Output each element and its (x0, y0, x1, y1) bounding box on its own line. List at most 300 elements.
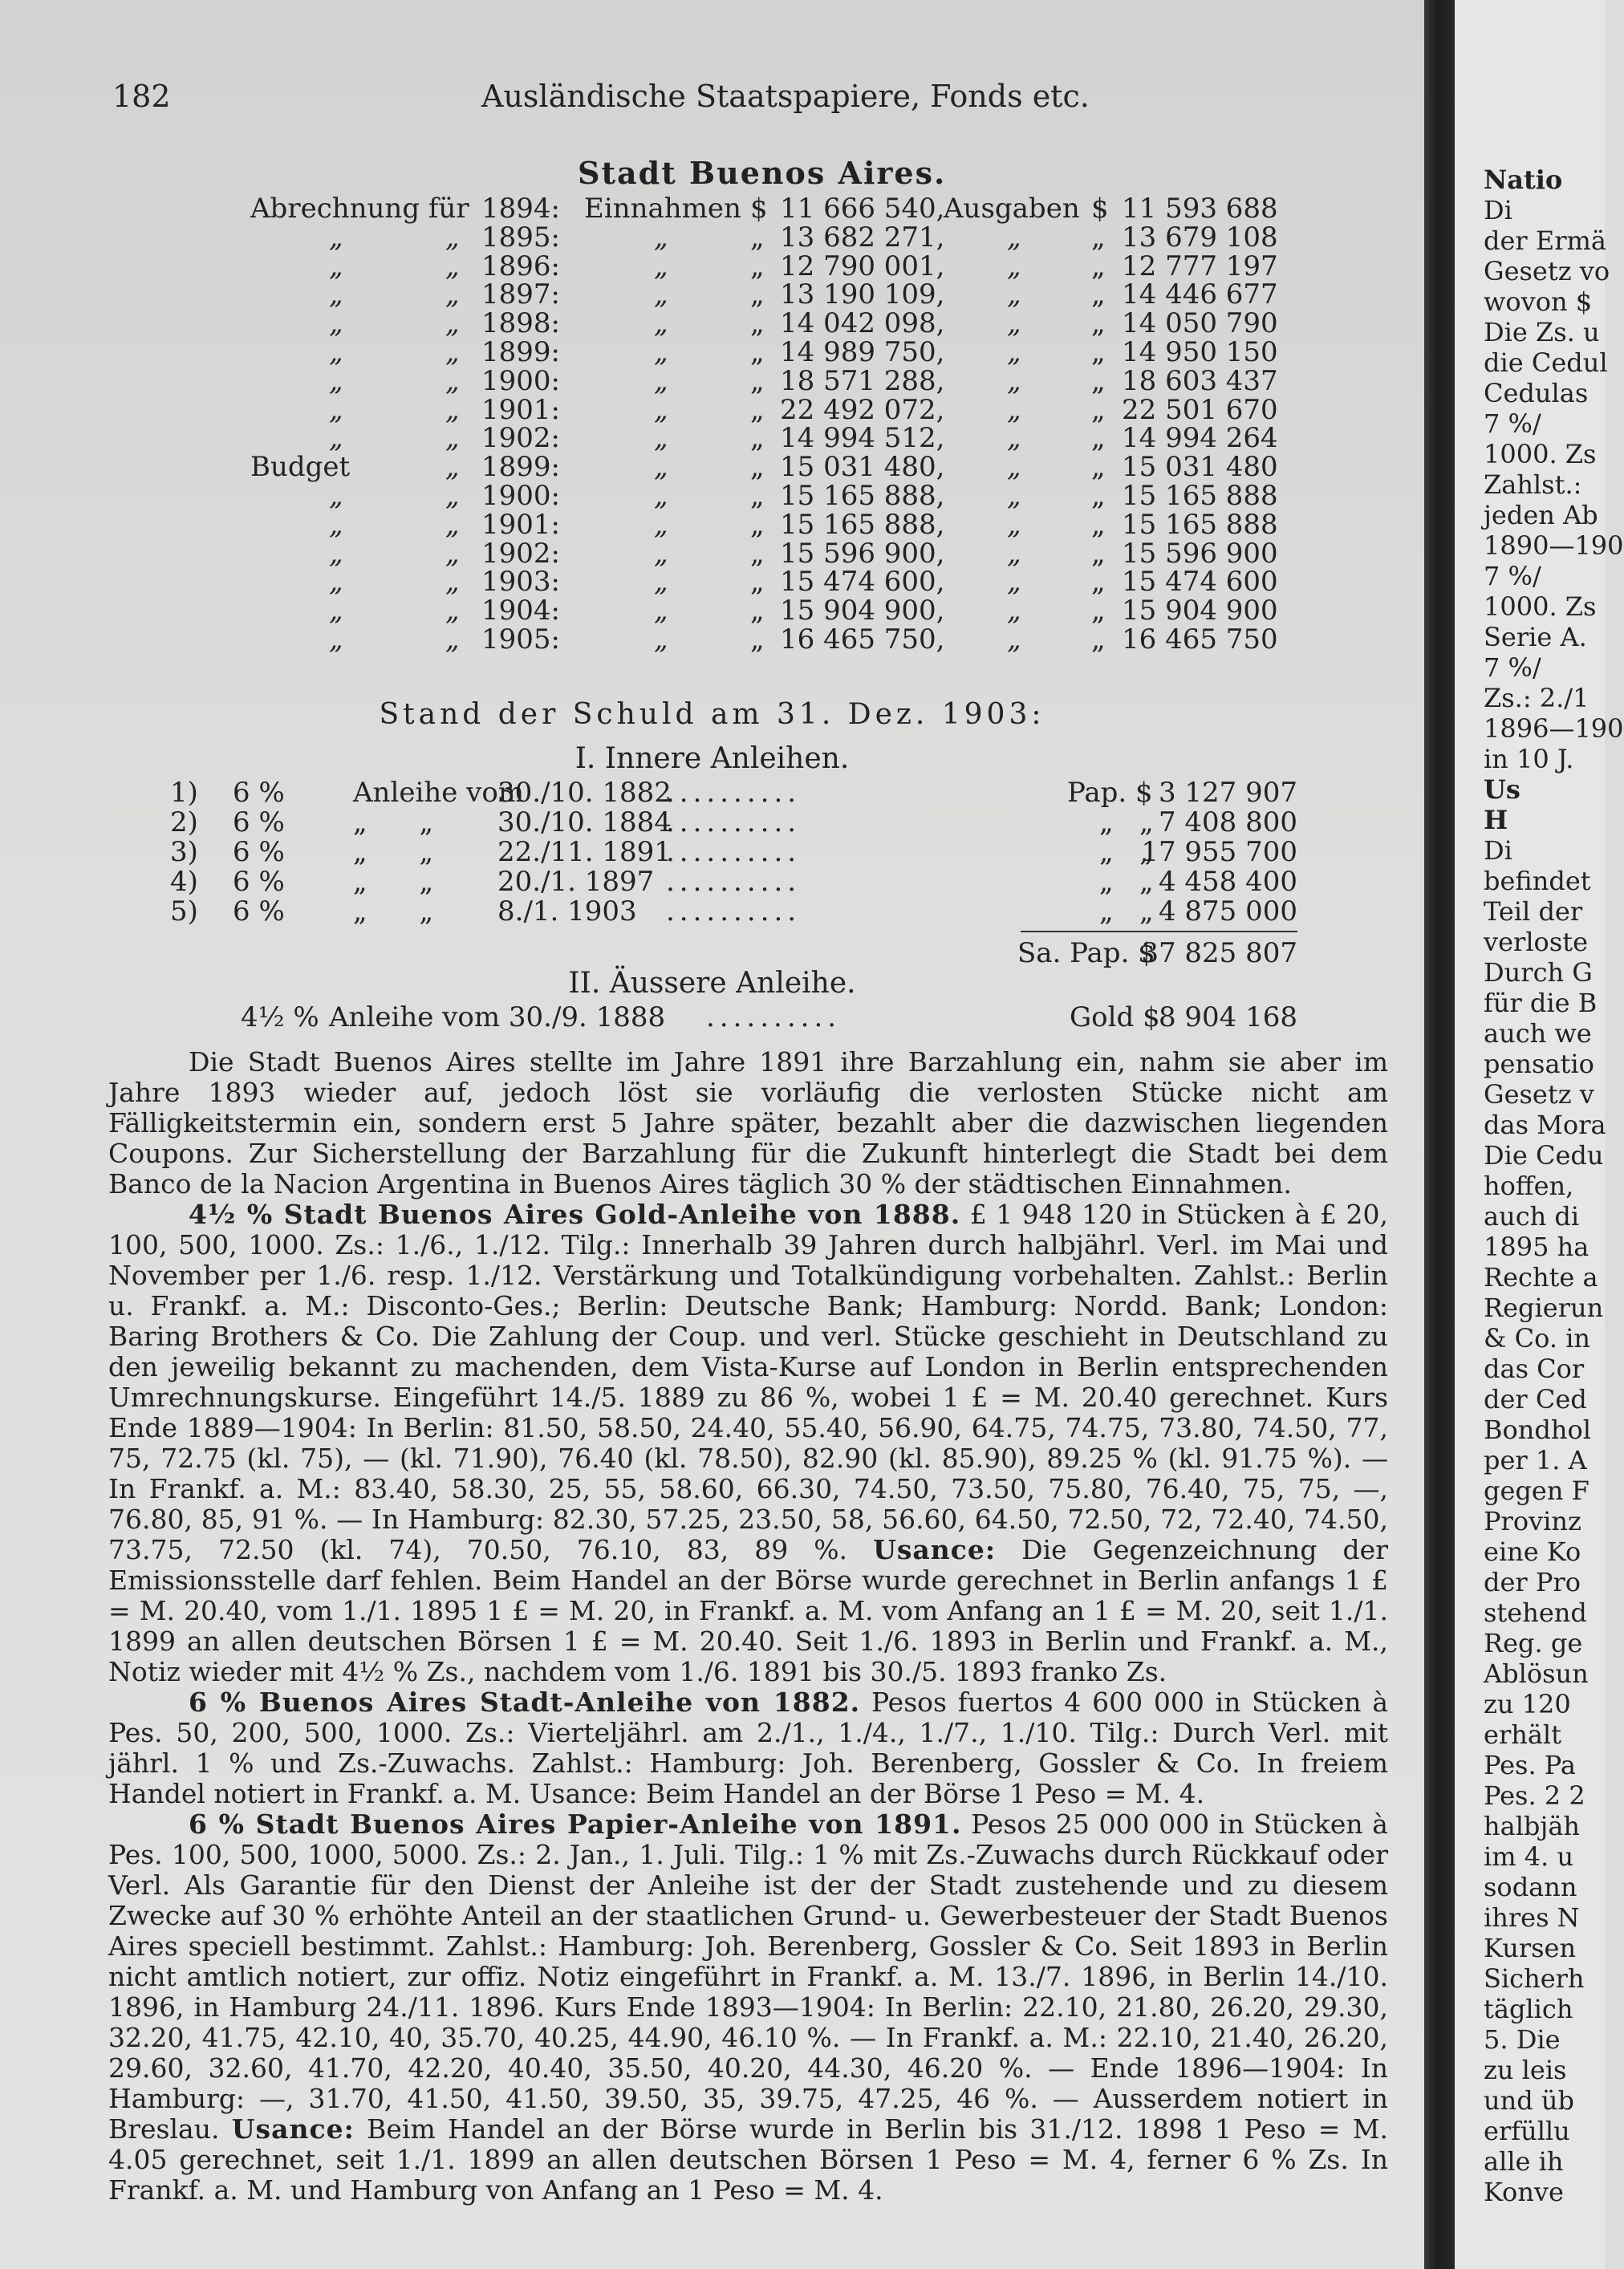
loan-currency: Pap. $ (1067, 777, 1153, 809)
einnahmen-value: 15 165 888, (780, 508, 945, 541)
paragraph-lead: 4½ % Stadt Buenos Aires Gold-Anleihe von 1888. (189, 1199, 961, 1230)
right-page-line: die Cedul (1484, 347, 1608, 378)
right-page-line: der Ermä (1484, 225, 1606, 256)
right-page-line: pensatio (1484, 1049, 1594, 1079)
right-page-line: und üb (1484, 2085, 1574, 2116)
account-row (0, 194, 1424, 223)
einnahmen-label: „ (654, 595, 668, 627)
sum-row (0, 937, 1424, 969)
currency-mark: „ (750, 451, 765, 484)
paragraph-text: £ 1 948 120 in Stücken à £ 20, 100, 500, 1000. Zs.: 1./6., 1./12. Tilg.: Innerhalb 39 Jahren durch halbjährl. Verl. im Mai und November per 1./6. resp. 1./12. Verstärkung und Totalkündigung vorbehalten. Zahlst.: Berlin u. Frankf. a. M.: Disconto-Ges.; Berlin: Deutsche Bank; Hamburg: Nordd. Bank; London: Baring Brothers & Co. Die Zahlung der Coup. und verl. Stücke geschieht in Deutschland zu den jeweilig bekannt zu machenden, dem Vista-Kurse auf London in Berlin entsprechenden Umrechnungskurse. Eingeführt 14./5. 1889 zu 86 %, wobei 1 £ = M. 20.40 gerechnet. Kurs Ende 1889—1904: In Berlin: 81.50, 58.50, 24.40, 55.40, 56.90, 64.75, 74.75, 73.80, 74.50, 77, 75, 72.75 (kl. 75), — (kl. 71.90), 76.40 (kl. 78.50), 82.90 (kl. 85.90), 89.25 % (kl. 91.75 %). — In Frankf. a. M.: 83.40, 58.30, 25, 55, 58.60, 66.30, 74.50, 73.50, 75.80, 76.40, 75, 75, —, 76.80, 85, 91 %. — In Hamburg: 82.30, 57.25, 23.50, 58, 56.60, 64.50, 72.50, 72, 72.40, 74.50, 73.75, 72.50 (kl. 74), 70.50, 76.10, 83, 89 %. (108, 1199, 1388, 1565)
paragraph (108, 1047, 1388, 1199)
ausgaben-label: „ (1007, 364, 1021, 397)
sum-amount: 37 825 807 (1141, 937, 1297, 969)
currency-mark: „ (750, 566, 765, 599)
year: 1902: (481, 422, 560, 455)
ausgaben-label: „ (1007, 422, 1021, 455)
einnahmen-label: „ (654, 479, 668, 512)
ausgaben-label: „ (1007, 335, 1021, 368)
outer-loan-heading: II. Äussere Anleihe. (568, 967, 856, 1000)
currency-mark: „ (1091, 595, 1106, 627)
account-row (0, 309, 1424, 338)
currency-mark: „ (750, 508, 765, 541)
page-header (112, 79, 1396, 127)
paragraph-text: Beim Handel an der Börse wurde in Berlin bis 31./12. 1898 1 Peso = M. 4.05 gerechnet, seit 1./1. 1899 an allen deutschen Börsen 1 Peso = M. 4, ferner 6 % Zs. In Frankf. a. M. und Hamburg von Anfang an 1 Peso = M. 4. (108, 2113, 1388, 2206)
loan-row (0, 778, 1424, 808)
ausgaben-label: „ (1007, 566, 1021, 599)
right-page-line: Us (1484, 774, 1520, 805)
paragraph (108, 1809, 1388, 2206)
right-page-line: das Mora (1484, 1110, 1606, 1140)
account-row (0, 223, 1424, 252)
loan-currency: „ „ (1099, 866, 1154, 898)
year: 1903: (481, 566, 560, 599)
right-page-line: & Co. in (1484, 1323, 1591, 1354)
account-row (0, 596, 1424, 625)
outer-text: Anleihe vom 30./9. 1888 (329, 1001, 666, 1033)
ausgaben-label: „ (1007, 221, 1021, 254)
loan-number: 1) (170, 777, 198, 809)
ditto-mark: „ (445, 393, 460, 426)
leader-dots: .......... (666, 866, 802, 898)
einnahmen-label: „ (654, 508, 668, 541)
account-row (0, 451, 1424, 484)
loan-amount: 3 127 907 (1158, 777, 1297, 809)
outer-amount: 8 904 168 (1158, 1001, 1297, 1033)
right-page-line: in 10 J. (1484, 744, 1574, 774)
einnahmen-label: „ (654, 221, 668, 254)
right-page-line: zu leis (1484, 2055, 1567, 2085)
account-row (0, 335, 1424, 368)
currency-mark: „ (750, 278, 765, 311)
einnahmen-value: 14 989 750, (780, 335, 945, 368)
currency-mark: „ (750, 335, 765, 368)
right-page-line: 7 %/ (1484, 408, 1541, 439)
right-page-line: ihres N (1484, 1902, 1580, 1933)
paragraph-lead: 6 % Buenos Aires Stadt-Anleihe von 1882. (189, 1687, 861, 1718)
loan-rate: 6 % (233, 895, 285, 927)
currency-mark: „ (1091, 508, 1106, 541)
einnahmen-value: 15 165 888, (780, 479, 945, 512)
year: 1896: (481, 250, 560, 282)
row-label: „ (329, 221, 343, 254)
ditto-mark: „ (445, 451, 460, 484)
right-page-line: befindet (1484, 866, 1591, 896)
inner-loans-table (0, 778, 1424, 927)
right-page-line: Provinz (1484, 1506, 1581, 1536)
account-row (0, 625, 1424, 654)
loan-text: Anleihe vom (353, 777, 525, 809)
ausgaben-value: 14 950 150 (1122, 335, 1278, 368)
right-page-line: hoffen, (1484, 1171, 1574, 1201)
loan-currency: „ „ (1099, 895, 1154, 927)
right-page-line: Bondhol (1484, 1415, 1591, 1445)
currency-mark: $ (750, 193, 768, 225)
year: 1901: (481, 508, 560, 541)
sum-label: Sa. Pap. $ (1017, 937, 1155, 969)
loan-rate: 6 % (233, 777, 285, 809)
row-label: „ (329, 422, 343, 455)
loan-date: 20./1. 1897 (497, 866, 655, 898)
currency-mark: „ (1091, 393, 1106, 426)
right-page-line: 5. Die (1484, 2024, 1561, 2055)
einnahmen-label: „ (654, 335, 668, 368)
einnahmen-label: „ (654, 393, 668, 426)
right-page-line: auch we (1484, 1018, 1592, 1049)
einnahmen-value: 15 596 900, (780, 537, 945, 570)
right-page-line: 7 %/ (1484, 561, 1541, 591)
einnahmen-value: 18 571 288, (780, 364, 945, 397)
loan-date: 22./11. 1891 (497, 836, 672, 868)
ditto-mark: „ (445, 250, 460, 282)
loan-text: „ „ (353, 895, 434, 927)
year: 1899: (481, 335, 560, 368)
leader-dots: .......... (666, 895, 802, 927)
ausgaben-value: 16 465 750 (1122, 623, 1278, 656)
loan-amount: 17 955 700 (1141, 836, 1297, 868)
ausgaben-value: 14 446 677 (1122, 278, 1278, 311)
section-title: Stadt Buenos Aires. (578, 155, 947, 191)
right-page-line: Di (1484, 195, 1512, 225)
ditto-mark: „ (445, 278, 460, 311)
loan-amount: 4 458 400 (1158, 866, 1297, 898)
currency-mark: $ (1091, 193, 1109, 225)
right-page-line: Natio (1484, 164, 1563, 195)
book-gutter (1424, 0, 1455, 2269)
currency-mark: „ (1091, 307, 1106, 340)
currency-mark: „ (750, 250, 765, 282)
right-page-line: Die Cedu (1484, 1140, 1604, 1171)
ditto-mark: „ (445, 307, 460, 340)
ausgaben-value: 11 593 688 (1122, 193, 1278, 225)
outer-gold: Gold $ (1070, 1001, 1160, 1033)
loan-amount: 4 875 000 (1158, 895, 1297, 927)
currency-mark: „ (750, 537, 765, 570)
right-page-line: Di (1484, 835, 1512, 866)
ditto-mark: „ (445, 623, 460, 656)
loan-number: 5) (170, 895, 198, 927)
right-page-line: 1895 ha (1484, 1232, 1589, 1262)
account-row (0, 539, 1424, 568)
currency-mark: „ (1091, 335, 1106, 368)
right-page-line: Konve (1484, 2177, 1564, 2207)
account-row (0, 510, 1424, 539)
loan-number: 3) (170, 836, 198, 868)
paragraph (108, 1687, 1388, 1809)
ausgaben-label: „ (1007, 623, 1021, 656)
right-page-line: Cedulas (1484, 378, 1589, 408)
ditto-mark: „ (445, 566, 460, 599)
ausgaben-value: 15 165 888 (1122, 508, 1278, 541)
outer-dots: .......... (706, 1001, 842, 1033)
ausgaben-value: 13 679 108 (1122, 221, 1278, 254)
year: 1895: (481, 221, 560, 254)
right-page-line: sodann (1484, 1872, 1577, 1902)
paragraph-text: Pesos 25 000 000 in Stücken à Pes. 100, 500, 1000, 5000. Zs.: 2. Jan., 1. Juli. Tilg.: 1 % mit Zs.-Zuwachs durch Rückkauf oder Verl. Als Garantie für den Dienst der Anleihe ist der der Stadt zustehende und zu diesem Zwecke auf 30 % erhöhte Anteil an der staatlichen Grund- u. Gewerbesteuer der Stadt Buenos Aires speciell bestimmt. Zahlst.: Hamburg: Joh. Berenberg, Gossler & Co. Seit 1893 in Berlin nicht amtlich notiert, zur offiz. Notiz eingeführt in Frankf. a. M. 13./7. 1896, in Berlin 14./10. 1896, in Hamburg 24./11. 1896. Kurs Ende 1893—1904: In Berlin: 22.10, 21.80, 26.20, 29.30, 32.20, 41.75, 42.10, 40, 35.70, 40.25, 44.90, 46.10 %. — In Frankf. a. M.: 22.10, 21.40, 26.20, 29.60, 32.60, 41.70, 42.20, 40.40, 35.50, 40.20, 44.30, 46.20 %. — Ende 1896—1904: In Hamburg: —, 31.70, 41.50, 41.50, 39.50, 35, 39.75, 47.25, 46 %. — Ausserdem notiert in Breslau. (108, 1808, 1388, 2145)
right-page-line: wovon $ (1484, 286, 1593, 317)
ditto-mark: „ (445, 595, 460, 627)
account-row (0, 566, 1424, 599)
right-page-line: Reg. ge (1484, 1628, 1583, 1658)
paragraph-text: Die Gegenzeichnung der Emissionsstelle darf fehlen. Beim Handel an der Börse wurde gerechnet in Berlin anfangs 1 £ = M. 20.40, vom 1./1. 1895 1 £ = M. 20, in Frankf. a. M. vom Anfang an 1 £ = M. 20, seit 1./1. 1899 an allen deutschen Börsen 1 £ = M. 20.40. Seit 1./6. 1893 in Berlin und Frankf. a. M., Notiz wieder mit 4½ % Zs., nachdem vom 1./6. 1891 bis 30./5. 1893 franko Zs. (108, 1534, 1388, 1687)
sum-rule (1021, 931, 1297, 932)
ausgaben-value: 14 050 790 (1122, 307, 1278, 340)
right-page-line: 1000. Zs (1484, 439, 1597, 469)
currency-mark: „ (1091, 422, 1106, 455)
year: 1904: (481, 595, 560, 627)
right-page-line: Zs.: 2./1 (1484, 683, 1589, 713)
currency-mark: „ (1091, 250, 1106, 282)
ausgaben-label: „ (1007, 479, 1021, 512)
loan-row (0, 838, 1424, 867)
loan-currency: „ „ (1099, 806, 1154, 838)
einnahmen-label: „ (654, 422, 668, 455)
right-page-line: stehend (1484, 1597, 1587, 1628)
row-label: Budget (250, 451, 351, 484)
row-label: „ (329, 595, 343, 627)
right-page-line: Die Zs. u (1484, 317, 1600, 347)
right-page-line: gegen F (1484, 1475, 1589, 1506)
loan-row (0, 808, 1424, 838)
row-label: „ (329, 623, 343, 656)
account-row (0, 252, 1424, 281)
debt-heading: Stand der Schuld am 31. Dez. 1903: (379, 698, 1045, 731)
einnahmen-value: 15 904 900, (780, 595, 945, 627)
ditto-mark: „ (445, 364, 460, 397)
right-page-line: 1890—190 (1484, 530, 1624, 561)
right-page-line: Regierun (1484, 1293, 1604, 1323)
einnahmen-label: „ (654, 364, 668, 397)
row-label: „ (329, 278, 343, 311)
loan-rate: 6 % (233, 866, 285, 898)
loan-date: 30./10. 1882 (497, 777, 672, 809)
ausgaben-value: 15 904 900 (1122, 595, 1278, 627)
ausgaben-label: „ (1007, 307, 1021, 340)
row-label: „ (329, 364, 343, 397)
right-page-line: Pes. 2 2 (1484, 1780, 1585, 1811)
right-page-line: Zahlst.: (1484, 469, 1582, 500)
currency-mark: „ (1091, 221, 1106, 254)
right-page-line: erfüllu (1484, 2116, 1570, 2146)
account-row (0, 280, 1424, 309)
right-page-line: im 4. u (1484, 1841, 1574, 1872)
paragraph-text: Die Stadt Buenos Aires stellte im Jahre 1891 ihre Barzahlung ein, nahm sie aber im Jahre 1893 wieder auf, jedoch löst sie vorläufig die verlosten Stücke nicht am Fälligkeitstermin ein, sondern erst 5 Jahre später, bezahlt aber die dazwischen liegenden Coupons. Zur Sicherstellung der Barzahlung für die Zukunft hinterlegt die Stadt bei dem Banco de la Nacion Argentina in Buenos Aires täglich 30 % der städtischen Einnahmen. (108, 1046, 1388, 1199)
ausgaben-label: „ (1007, 595, 1021, 627)
ausgaben-label: „ (1007, 393, 1021, 426)
einnahmen-value: 11 666 540, (780, 193, 945, 225)
ditto-mark: „ (445, 537, 460, 570)
currency-mark: „ (1091, 451, 1106, 484)
outer-pct: 4½ % (241, 1001, 319, 1033)
einnahmen-value: 15 474 600, (780, 566, 945, 599)
right-page-line: jeden Ab (1484, 500, 1598, 530)
einnahmen-value: 15 031 480, (780, 451, 945, 484)
row-label: „ (329, 393, 343, 426)
currency-mark: „ (1091, 537, 1106, 570)
ditto-mark: „ (445, 422, 460, 455)
einnahmen-label: „ (654, 451, 668, 484)
right-page-line: Gesetz v (1484, 1079, 1594, 1110)
ditto-mark: „ (445, 479, 460, 512)
ausgaben-value: 15 031 480 (1122, 451, 1278, 484)
row-label: „ (329, 479, 343, 512)
ausgaben-label: „ (1007, 278, 1021, 311)
right-page-line: zu 120 (1484, 1689, 1571, 1719)
ausgaben-label: „ (1007, 537, 1021, 570)
row-label: „ (329, 566, 343, 599)
einnahmen-value: 14 994 512, (780, 422, 945, 455)
ditto-mark: „ (445, 508, 460, 541)
einnahmen-label: „ (654, 623, 668, 656)
year: 1900: (481, 479, 560, 512)
year: 1899: (481, 451, 560, 484)
currency-mark: „ (1091, 364, 1106, 397)
row-label: „ (329, 307, 343, 340)
ausgaben-value: 15 165 888 (1122, 479, 1278, 512)
right-page-line: Teil der (1484, 896, 1583, 927)
currency-mark: „ (750, 623, 765, 656)
paragraph-text: Pesos fuertos 4 600 000 in Stücken à Pes. 50, 200, 500, 1000. Zs.: Vierteljährl. am 2./1., 1./4., 1./7., 1./10. Tilg.: Durch Verl. mit jährl. 1 % und Zs.-Zuwachs. Zahlst.: Hamburg: Joh. Berenberg, Gossler & Co. In freiem Handel notiert in Frankf. a. M. Usance: Beim Handel an der Börse 1 Peso = M. 4. (108, 1687, 1389, 1809)
account-row (0, 424, 1424, 453)
einnahmen-value: 14 042 098, (780, 307, 945, 340)
row-label: „ (329, 250, 343, 282)
accounts-table (0, 194, 1424, 654)
right-page-line: für die B (1484, 988, 1598, 1018)
row-label: „ (329, 335, 343, 368)
currency-mark: „ (1091, 623, 1106, 656)
loan-row (0, 897, 1424, 927)
right-page-line: 1000. Zs (1484, 591, 1597, 622)
year: 1900: (481, 364, 560, 397)
currency-mark: „ (750, 307, 765, 340)
loan-amount: 7 408 800 (1158, 806, 1297, 838)
year: 1905: (481, 623, 560, 656)
usance-label: Usance: (873, 1534, 997, 1565)
ausgaben-label: „ (1007, 508, 1021, 541)
ausgaben-value: 22 501 670 (1122, 393, 1278, 426)
right-page-line: per 1. A (1484, 1445, 1587, 1475)
leader-dots: .......... (666, 806, 802, 838)
right-page-line: das Cor (1484, 1354, 1585, 1384)
year: 1901: (481, 393, 560, 426)
year: 1894: (481, 193, 560, 225)
ausgaben-label: „ (1007, 451, 1021, 484)
loan-rate: 6 % (233, 836, 285, 868)
einnahmen-label: „ (654, 278, 668, 311)
ditto-mark: „ (445, 335, 460, 368)
einnahmen-label: „ (654, 307, 668, 340)
year: 1898: (481, 307, 560, 340)
ausgaben-value: 14 994 264 (1122, 422, 1278, 455)
einnahmen-label: „ (654, 537, 668, 570)
right-page-line: Sicherh (1484, 1963, 1585, 1994)
account-row (0, 364, 1424, 397)
loan-text: „ „ (353, 866, 434, 898)
right-page-line: alle ih (1484, 2146, 1564, 2177)
einnahmen-value: 16 465 750, (780, 623, 945, 656)
einnahmen-label: „ (654, 566, 668, 599)
right-page-line: verloste (1484, 927, 1589, 957)
loan-date: 8./1. 1903 (497, 895, 637, 927)
einnahmen-value: 12 790 001, (780, 250, 945, 282)
loan-number: 4) (170, 866, 198, 898)
right-page-line: auch di (1484, 1201, 1580, 1232)
ausgaben-value: 18 603 437 (1122, 364, 1278, 397)
paragraph-lead: 6 % Stadt Buenos Aires Papier-Anleihe von 1891. (189, 1808, 962, 1840)
right-page-line: täglich (1484, 1994, 1573, 2024)
running-title: Ausländische Staatspapiere, Fonds etc. (481, 79, 1090, 114)
einnahmen-value: 22 492 072, (780, 393, 945, 426)
ausgaben-label: Ausgaben (944, 193, 1080, 225)
currency-mark: „ (1091, 566, 1106, 599)
paragraph (108, 1199, 1388, 1687)
einnahmen-value: 13 190 109, (780, 278, 945, 311)
ausgaben-label: „ (1007, 250, 1021, 282)
loan-row (0, 867, 1424, 897)
einnahmen-label: Einnahmen (584, 193, 741, 225)
ausgaben-value: 12 777 197 (1122, 250, 1278, 282)
usance-label: Usance: (231, 2113, 355, 2145)
currency-mark: „ (750, 393, 765, 426)
year: 1897: (481, 278, 560, 311)
ausgaben-value: 15 596 900 (1122, 537, 1278, 570)
right-page-line: Pes. Pa (1484, 1750, 1576, 1780)
right-page-line: H (1484, 805, 1508, 835)
right-page-line: Durch G (1484, 957, 1593, 988)
inner-loans-heading: I. Innere Anleihen. (574, 742, 850, 775)
currency-mark: „ (750, 221, 765, 254)
year: 1902: (481, 537, 560, 570)
currency-mark: „ (750, 422, 765, 455)
currency-mark: „ (750, 479, 765, 512)
right-page-line: halbjäh (1484, 1811, 1581, 1841)
right-page-line: Rechte a (1484, 1262, 1598, 1293)
leader-dots: .......... (666, 777, 802, 809)
right-page-line: 1896—190 (1484, 713, 1624, 744)
loan-rate: 6 % (233, 806, 285, 838)
right-page-line: Ablösun (1484, 1658, 1589, 1689)
loan-currency: „ „ (1099, 836, 1154, 868)
account-row (0, 481, 1424, 510)
currency-mark: „ (1091, 479, 1106, 512)
right-page-line: Gesetz vo (1484, 256, 1610, 286)
loan-text: „ „ (353, 806, 434, 838)
loan-number: 2) (170, 806, 198, 838)
page-number: 182 (112, 79, 171, 114)
right-page-line: eine Ko (1484, 1536, 1581, 1567)
ausgaben-value: 15 474 600 (1122, 566, 1278, 599)
row-label: Abrechnung für (250, 193, 469, 225)
currency-mark: „ (750, 364, 765, 397)
ditto-mark: „ (445, 221, 460, 254)
loan-date: 30./10. 1884 (497, 806, 672, 838)
einnahmen-value: 13 682 271, (780, 221, 945, 254)
einnahmen-label: „ (654, 250, 668, 282)
right-page-line: Kursen (1484, 1933, 1577, 1963)
row-label: „ (329, 508, 343, 541)
currency-mark: „ (1091, 278, 1106, 311)
leader-dots: .......... (666, 836, 802, 868)
right-page-line: der Pro (1484, 1567, 1581, 1597)
right-page-line: erhält (1484, 1719, 1562, 1750)
right-page-line: der Ced (1484, 1384, 1587, 1415)
currency-mark: „ (750, 595, 765, 627)
right-page-line: 7 %/ (1484, 652, 1541, 683)
right-page-line: Serie A. (1484, 622, 1587, 652)
account-row (0, 393, 1424, 426)
body-text (108, 1047, 1388, 2206)
right-page-fragment (1455, 0, 1624, 2269)
